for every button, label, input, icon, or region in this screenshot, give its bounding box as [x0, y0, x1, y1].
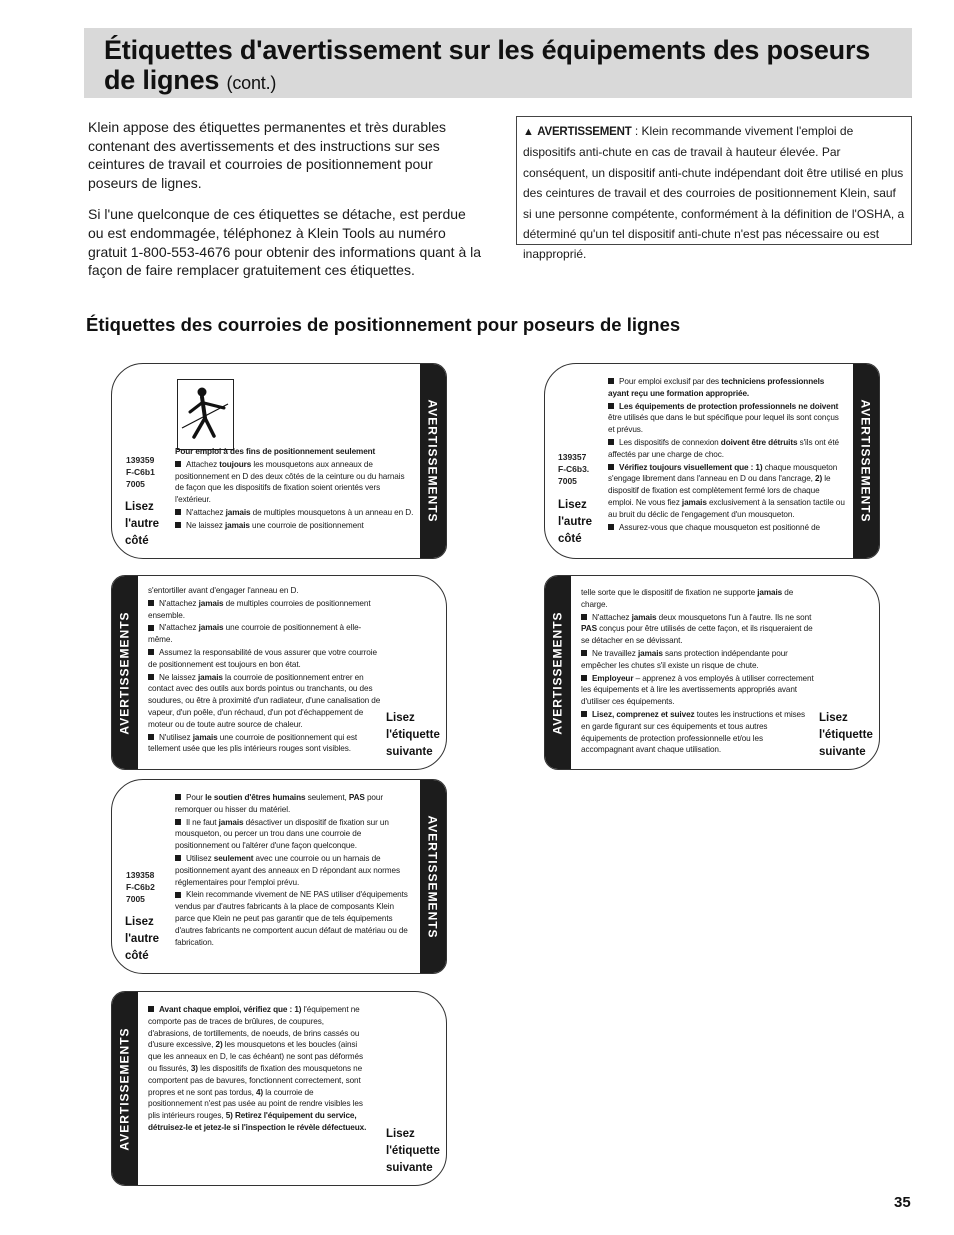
intro-paragraph-1: Klein appose des étiquettes permanentes et très durables contenant des avertissements et des instructions sur ses ceintures de travail et courroies de positionnement pour poseurs de lignes.	[88, 119, 447, 191]
label-code: 139358 F-C6b2 7005	[126, 870, 155, 904]
warning-label-5	[544, 363, 880, 559]
bullet-icon	[581, 711, 587, 717]
warning-label-3	[111, 779, 447, 974]
warning-label-2	[111, 575, 447, 770]
label-code: 139359 F-C6b1 7005	[126, 455, 155, 489]
warning-label-1	[111, 363, 447, 559]
warnings-band: AVERTISSEMENTS	[545, 576, 571, 769]
read-next-label: Lisez l'étiquette suivante	[386, 712, 440, 758]
page-number: 35	[894, 1194, 911, 1211]
warning-label-6	[544, 575, 880, 770]
bullet-icon	[148, 674, 154, 680]
bullet-icon	[608, 439, 614, 445]
bullet-icon	[608, 403, 614, 409]
page-title: Étiquettes d'avertissement sur les équipements des poseurs de lignes (cont.)	[104, 35, 871, 95]
label-text: s'entortiller avant d'engager l'anneau en D. N'attachez jamais de multiples courroies de positionnement ensemble. N'attachez jamais une courroie de positionnement à elle-même. Assumez la responsabilité de vous assurer que votre courroie de positionnement est toujours en bon état. Ne laissez jamais la courroie de positionnement entrer en contact avec des outils aux bords pointus ou tranchants, ou des soudures, ou être à proximité d'un radiateur, d'une canalisation de vapeur, d'un poêle, d'un réchaud, d'un pot d'échappement de moteur ou de toute autre source de chaleur. N'utilisez jamais une courroie de positionnement qui est tellement usée que les plis intérieurs rouges sont visibles.	[148, 586, 381, 754]
label-text: Pour emploi à des fins de positionnement seulement Attachez toujours les mousquetons aux anneaux de positionnement en D des deux côtés de la ceinture ou du harnais de façon que les dispositifs de fixation soient orientés vers l'extérieur. N'attachez jamais de multiples mousquetons à un anneau en D. Ne laissez jamais une courroie de positionnement	[175, 447, 414, 530]
bullet-icon	[581, 650, 587, 656]
bullet-icon	[148, 1006, 154, 1012]
read-other-side: Lisez l'autre côté	[125, 501, 160, 547]
intro-paragraph-2: Si l'une quelconque de ces étiquettes se détache, est perdue ou est endommagée, téléphonez à Klein Tools au numéro gratuit 1-800-553-4676 pour obtenir des informations quant à la façon de faire remplacer gratuitement ces étiquettes.	[88, 206, 482, 279]
read-next-label: Lisez l'étiquette suivante	[819, 712, 873, 758]
label-text: telle sorte que le dispositif de fixation ne supporte jamais de charge. N'attachez jamais deux mousquetons l'un à l'autre. Ils ne sont PAS conçus pour être utilisés de cette façon, et ils risqueraient de se détacher en se dévissant. Ne travaillez jamais sans protection indépendante pour empêcher les chutes s'il existe un risque de chute. Employeur – apprenez à vos employés à utiliser correctement les équipements et à lire les avertissements appropriés avant d'utiliser ces équipements. Lisez, comprenez et suivez toutes les instructions et mises en garde figurant sur ces équipements et tous autres équipements de protection professionnelle et/ou les accompagnant avant chaque utilisation.	[581, 588, 814, 755]
warnings-band: AVERTISSEMENTS	[112, 992, 138, 1185]
warning-box	[516, 116, 912, 262]
label-code: 139357 F-C6b3. 7005	[558, 452, 590, 486]
read-other-side: Lisez l'autre côté	[558, 499, 593, 545]
label-text: Pour le soutien d'êtres humains seulement, PAS pour remorquer ou hisser du matériel. Il ne faut jamais désactiver un dispositif de fixation sur un mousqueton, ou percer un trou dans une courroie de positionnement ou l'altérer d'une façon quelconque. Utilisez seulement avec une courroie ou un harnais de positionnement ayant des anneaux en D répondant aux normes réglementaires pour l'emploi prévu. Klein recommande vivement de NE PAS utiliser d'équipements vendus par d'autres fabricants à la place de composants Klein parce que Klein ne peut pas garantir que de tels équipements d'autres fabricants ne comportent aucun défaut de matériau ou de fabrication.	[175, 793, 408, 947]
warning-triangle-icon: ▲	[523, 126, 534, 138]
lineman-figure-icon	[177, 379, 234, 450]
intro-text	[88, 118, 484, 293]
bullet-icon	[608, 524, 614, 530]
warning-text: : Klein recommande vivement l'emploi de dispositifs anti-chute en cas de travail à hauteur élevée. Par conséquent, un dispositif anti-chute indépendant doit être utilisé en plus des ceintures de travail et des courroies de positionnement Klein, sauf si une personne compétente, conformément à la définition de l'OSHA, a déterminé qu'un tel dispositif anti-chute n'est pas nécessaire ou est inapproprié.	[523, 124, 905, 262]
title-suffix: (cont.)	[226, 73, 277, 93]
bullet-icon	[148, 649, 154, 655]
section-subtitle: Étiquettes des courroies de positionnement pour poseurs de lignes	[86, 314, 681, 335]
bullet-icon	[175, 522, 181, 528]
bullet-icon	[175, 509, 181, 515]
warnings-band: AVERTISSEMENTS	[112, 576, 138, 769]
bullet-icon	[581, 614, 587, 620]
warnings-band: AVERTISSEMENTS	[420, 780, 446, 973]
warning-label: AVERTISSEMENT	[537, 126, 632, 138]
label-text: Pour emploi exclusif par des techniciens professionnels ayant reçu une formation appropriée. Les équipements de protection professionnels ne doivent être utilisés que dans le but spécifique pour lequel ils sont conçus et prévus. Les dispositifs de connexion doivent être détruits s'ils ont été affectés par une charge de choc. Vérifiez toujours visuellement que : 1) chaque mousqueton s'engage librement dans l'anneau en D ou dans l'ancrage, 2) le dispositif de fixation est complètement fermé lors de chaque emploi. Ne vous fiez jamais exclusivement à la sensation tactile ou au bruit du déclic de l'engagement d'un mousqueton. Assurez-vous que chaque mousqueton est positionné de	[608, 377, 845, 532]
bullet-icon	[175, 892, 181, 898]
bullet-icon	[175, 855, 181, 861]
read-other-side: Lisez l'autre côté	[125, 916, 160, 962]
bullet-icon	[581, 675, 587, 681]
bullet-icon	[175, 819, 181, 825]
warnings-band: AVERTISSEMENTS	[420, 364, 446, 558]
bullet-icon	[148, 600, 154, 606]
bullet-icon	[148, 625, 154, 631]
read-next-label: Lisez l'étiquette suivante	[386, 1128, 440, 1174]
bullet-icon	[175, 461, 181, 467]
label-text: Avant chaque emploi, vérifiez que : 1) l'équipement ne comporte pas de traces de brûlures, de coupures, d'abrasions, de tortillements, de noeuds, de brins cassés ou d'usure excessive, 2) les mousquetons et les boucles (ainsi que les anneaux en D, le cas échéant) ne sont pas déformés ou fissurés, 3) les dispositifs de fixation des mousquetons ne comportent pas de bavures, fonctionnent correctement, sont propres et ne sont pas tordus, 4) la courroie de positionnement n'est pas usée au point de rendre visibles les plis intérieurs rouges, 5) Retirez l'équipement du service, détruisez-le et jetez-le si l'inspection le révèle défectueux.	[148, 1005, 367, 1132]
warning-label-4	[111, 991, 447, 1186]
warnings-band: AVERTISSEMENTS	[853, 364, 879, 558]
bullet-icon	[608, 378, 614, 384]
bullet-icon	[148, 734, 154, 740]
bullet-icon	[175, 794, 181, 800]
title-bar	[84, 28, 912, 98]
bullet-icon	[608, 464, 614, 470]
